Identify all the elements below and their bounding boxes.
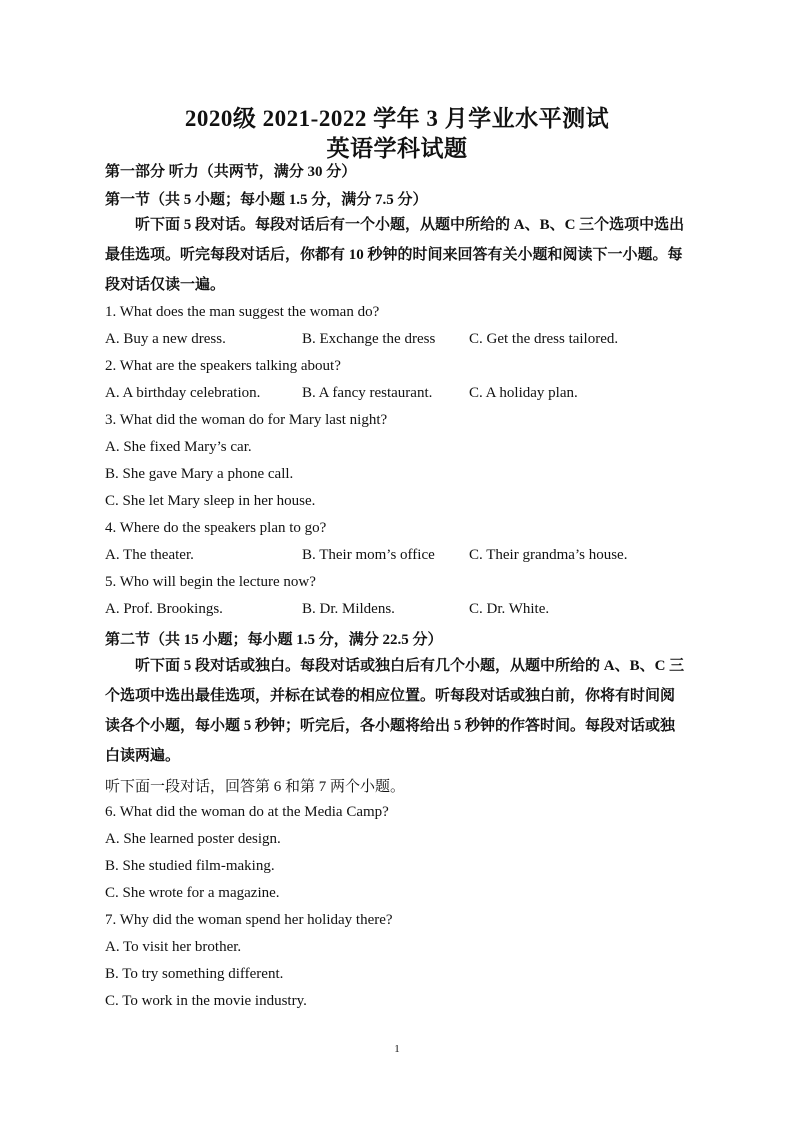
option-a: A. The theater. xyxy=(105,547,194,563)
option-b: B. She studied film-making. xyxy=(105,858,275,874)
question-4-options xyxy=(105,547,705,567)
question-1-options xyxy=(105,331,705,351)
question-2-options xyxy=(105,385,705,405)
question-5-options xyxy=(105,601,705,621)
option-a: A. A birthday celebration. xyxy=(105,385,261,401)
question-1: 1. What does the man suggest the woman do? xyxy=(105,304,380,320)
option-b: B. She gave Mary a phone call. xyxy=(105,466,294,482)
option-b: B. Dr. Mildens. xyxy=(302,601,395,617)
option-c: C. Their grandma’s house. xyxy=(469,547,628,563)
part1-heading: 第一部分 听力（共两节，满分 30 分） xyxy=(105,164,357,180)
option-a: A. Prof. Brookings. xyxy=(105,601,223,617)
question-2: 2. What are the speakers talking about? xyxy=(105,358,341,374)
option-b: B. A fancy restaurant. xyxy=(302,385,433,401)
option-c: C. A holiday plan. xyxy=(469,385,578,401)
question-4: 4. Where do the speakers plan to go? xyxy=(105,520,327,536)
option-c: C. She wrote for a magazine. xyxy=(105,885,280,901)
option-a: A. She learned poster design. xyxy=(105,831,281,847)
option-c: C. To work in the movie industry. xyxy=(105,993,307,1009)
question-6: 6. What did the woman do at the Media Camp? xyxy=(105,804,389,820)
section1-instructions: 听下面 5 段对话。每段对话后有一个小题，从题中所给的 A、B、C 三个选项中选出最佳选项。听完每段对话后，你都有 10 秒钟的时间来回答有关小题和阅读下一小题。每段对话仅读一遍。 xyxy=(105,217,685,293)
question-7: 7. Why did the woman spend her holiday there? xyxy=(105,912,393,928)
section2-instructions: 听下面 5 段对话或独白。每段对话或独白后有几个小题，从题中所给的 A、B、C 三个选项中选出最佳选项，并标在试卷的相应位置。听每段对话或独白前，你将有时间阅读各个小题，每小题 5 秒钟；听完后，各小题将给出 5 秒钟的作答时间。每段对话或独白读两遍。 xyxy=(105,658,685,764)
option-a: A. To visit her brother. xyxy=(105,939,242,955)
question-5: 5. Who will begin the lecture now? xyxy=(105,574,316,590)
option-b: B. Exchange the dress xyxy=(302,331,436,347)
option-a: A. Buy a new dress. xyxy=(105,331,226,347)
listening-prompt: 听下面一段对话，回答第 6 和第 7 两个小题。 xyxy=(105,779,406,795)
option-c: C. Get the dress tailored. xyxy=(469,331,619,347)
option-c: C. She let Mary sleep in her house. xyxy=(105,493,316,509)
option-a: A. She fixed Mary’s car. xyxy=(105,439,252,455)
section2-heading: 第二节（共 15 小题；每小题 1.5 分，满分 22.5 分） xyxy=(105,632,443,648)
option-b: B. Their mom’s office xyxy=(302,547,435,563)
section1-heading: 第一节（共 5 小题；每小题 1.5 分，满分 7.5 分） xyxy=(105,192,428,208)
option-b: B. To try something different. xyxy=(105,966,284,982)
option-c: C. Dr. White. xyxy=(469,601,550,617)
exam-subject-title: 英语学科试题 xyxy=(326,136,468,161)
page-number: 1 xyxy=(394,1043,400,1055)
question-3: 3. What did the woman do for Mary last night? xyxy=(105,412,388,428)
exam-title: 2020级 2021-2022 学年 3 月学业水平测试 xyxy=(184,106,610,131)
